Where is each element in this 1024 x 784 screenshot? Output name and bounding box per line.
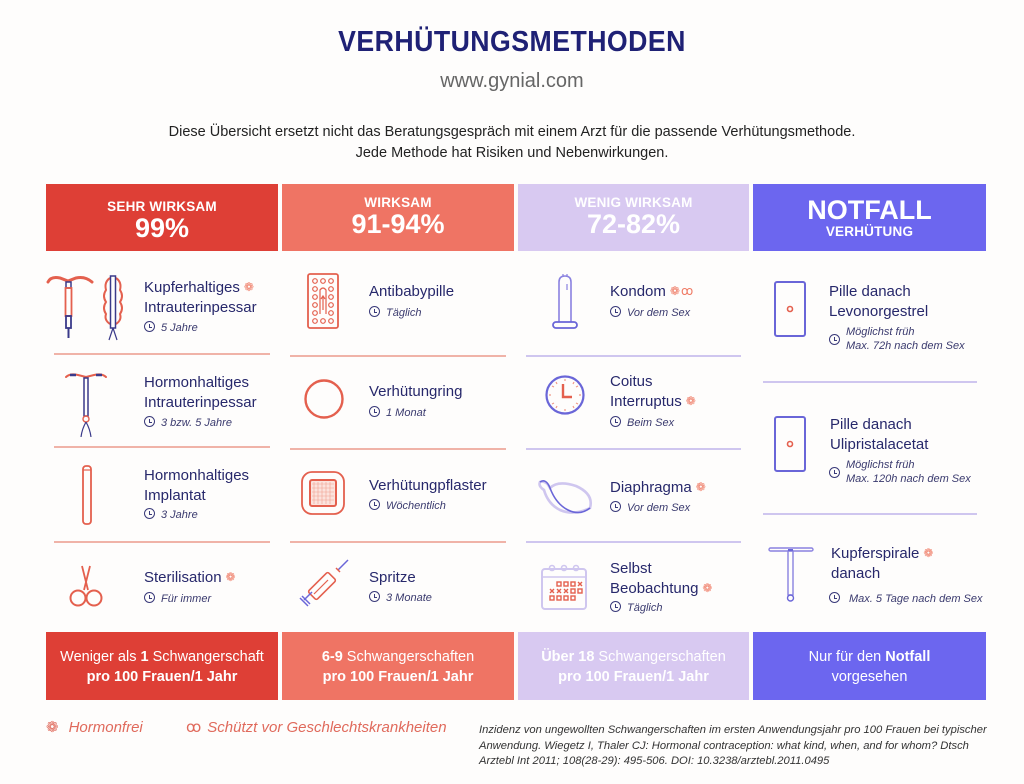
method-morning-after-levonorgestrel [753,270,986,370]
copper-iud-icon [46,272,141,342]
emergency-pill-icon [773,415,807,473]
column-header-label: SEHR WIRKSAM [107,199,217,214]
method-name: Hormonhaltiges Implantat [144,467,250,504]
source-citation: Inzidenz von ungewollten Schwangerschaften im ersten Anwendungsjahr pro 100 Frauen bei typischer Anwendung. Wiegetz I, Thaler CJ: Hormonal contraception: what kind, when, and for whom? Dtsch Arztebl Int 2011; 108(28-29): 495-506. DOI: 10.3238/arztebl.2011.0495 [479,724,987,767]
divider [290,355,506,357]
legend-hormone-free: ❁ Hormonfrei [46,719,143,736]
method-name: Pille danach Ulipristalacetat [830,416,929,453]
clock-icon [610,306,621,317]
scissors-icon [68,564,104,608]
clock-icon [144,321,155,332]
divider [290,541,506,543]
method-duration: Vor dem Sex [610,306,690,320]
clock-icon [829,592,840,603]
column-header-percent: 72-82% [586,209,681,239]
hormone-free-icon: ❁ [669,284,680,298]
clock-icon [829,334,840,345]
disclaimer [0,122,1024,164]
column-header-label: WIRKSAM [364,195,432,210]
hormone-free-icon: ❁ [923,546,934,560]
column-header-very-effective [46,184,278,251]
copper-iud-icon [767,544,815,604]
method-duration: Vor dem Sex [610,501,690,515]
method-duration: Möglichst früh Max. 120h nach dem Sex [829,458,971,486]
method-injection [282,556,514,616]
divider [54,446,270,448]
hormonal-iud-icon [64,371,109,437]
method-self-observation [518,555,749,621]
method-name: Selbst Beobachtung ❁ [610,560,713,597]
column-footer-very-effective: Weniger als 1 Schwangerschaft pro 100 Frauen/1 Jahr [46,632,278,700]
method-name: Diaphragma ❁ [610,479,706,496]
clock-icon [144,416,155,427]
method-condom [518,268,749,348]
column-footer-less-effective: Über 18 Schwangerschaften pro 100 Frauen/1 Jahr [518,632,749,700]
divider [526,448,741,450]
method-ring [282,370,514,440]
method-coitus-interruptus [518,368,749,448]
divider [54,541,270,543]
method-duration: Beim Sex [610,416,674,430]
website-link[interactable]: www.gynial.com [440,70,584,92]
method-name: Antibabypille [369,283,455,300]
emergency-pill-icon [773,280,807,338]
hormone-free-icon: ❁ [46,719,59,736]
method-copper-iud-emergency [753,538,986,618]
clock-icon [144,592,155,603]
column-header-title: NOTFALL [807,195,932,225]
clock-icon [829,467,840,478]
clock-icon [610,416,621,427]
column-header-percent: 91-94% [351,209,445,239]
method-duration: 1 Monat [369,406,426,420]
method-duration: Max. 5 Tage nach dem Sex [829,592,983,606]
clock-icon [369,591,380,602]
hormone-free-icon: ❁ [695,480,706,494]
column-header-effective [282,184,514,251]
method-name: Sterilisation ❁ [144,569,236,586]
method-pill [282,268,514,348]
column-footer-emergency: Nur für den Notfall vorgesehen [753,632,986,700]
legend-sti-protection: ꝏ Schützt vor Geschlechtskrankheiten [186,719,447,736]
method-name: Verhütungring [369,383,463,400]
disclaimer-line-2: Jede Methode hat Risiken und Nebenwirkungen. [355,145,669,161]
hormone-free-icon: ❁ [243,280,254,294]
method-duration: 3 Monate [369,591,432,605]
method-duration: 3 bzw. 5 Jahre [144,416,232,430]
method-patch [282,462,514,532]
clock-icon [144,508,155,519]
calendar-icon [540,563,588,611]
method-duration: 5 Jahre [144,321,198,335]
hormone-free-icon: ❁ [685,393,696,408]
method-diaphragm [518,462,749,532]
method-name: Spritze [369,569,416,586]
clock-icon [610,601,621,612]
divider [763,513,977,515]
method-hormonal-iud [46,365,278,445]
method-implant [46,458,278,538]
implant-icon [80,464,94,526]
clock-icon [610,501,621,512]
column-header-label: WENIG WIRKSAM [574,195,693,210]
method-name: Kupferhaltiges ❁ Intrauterinpessar [144,279,257,316]
method-duration: 3 Jahre [144,508,198,522]
method-name: Kupferspirale ❁ danach [831,545,934,582]
divider [763,381,977,383]
column-header-label: VERHÜTUNG [825,224,914,239]
method-name: Coitus Interruptus ❁ [610,373,696,410]
pill-pack-icon [306,272,340,330]
hormone-free-icon: ❁ [225,570,236,584]
syringe-icon [298,558,350,610]
method-duration: Möglichst früh Max. 72h nach dem Sex [829,325,965,353]
sti-protection-icon: ꝏ [680,284,694,298]
hormone-free-icon: ❁ [702,580,713,595]
sti-protection-icon: ꝏ [186,719,202,736]
divider [526,355,741,357]
method-name: Kondom ❁ꝏ [610,283,694,300]
clock-face-icon [544,374,586,416]
patch-icon [300,470,346,516]
method-copper-iud [46,268,278,348]
column-header-less-effective [518,184,749,251]
method-duration: Täglich [369,306,421,320]
disclaimer-line-1: Diese Übersicht ersetzt nicht das Beratungsgespräch mit einem Arzt für die passende Verhütungsmethode. [168,124,856,140]
ring-icon [303,378,345,420]
method-duration: Wöchentlich [369,499,446,513]
clock-icon [369,499,380,510]
column-header-emergency [753,184,986,251]
column-footer-effective: 6-9 Schwangerschaften pro 100 Frauen/1 Jahr [282,632,514,700]
divider [54,353,270,355]
method-morning-after-ulipristal [753,405,986,505]
method-duration: Für immer [144,592,211,606]
diaphragm-icon [534,470,596,518]
method-name: Pille danach Levonorgestrel [829,283,929,320]
method-name: Hormonhaltiges Intrauterinpessar [144,374,257,411]
clock-icon [369,306,380,317]
divider [290,448,506,450]
method-duration: Täglich [610,601,662,615]
method-name: Verhütungpflaster [369,477,487,494]
clock-icon [369,406,380,417]
condom-icon [548,272,582,330]
column-header-percent: 99% [134,213,190,243]
divider [526,541,741,543]
method-sterilisation [46,560,278,620]
page-title: VERHÜTUNGSMETHODEN [338,26,686,58]
